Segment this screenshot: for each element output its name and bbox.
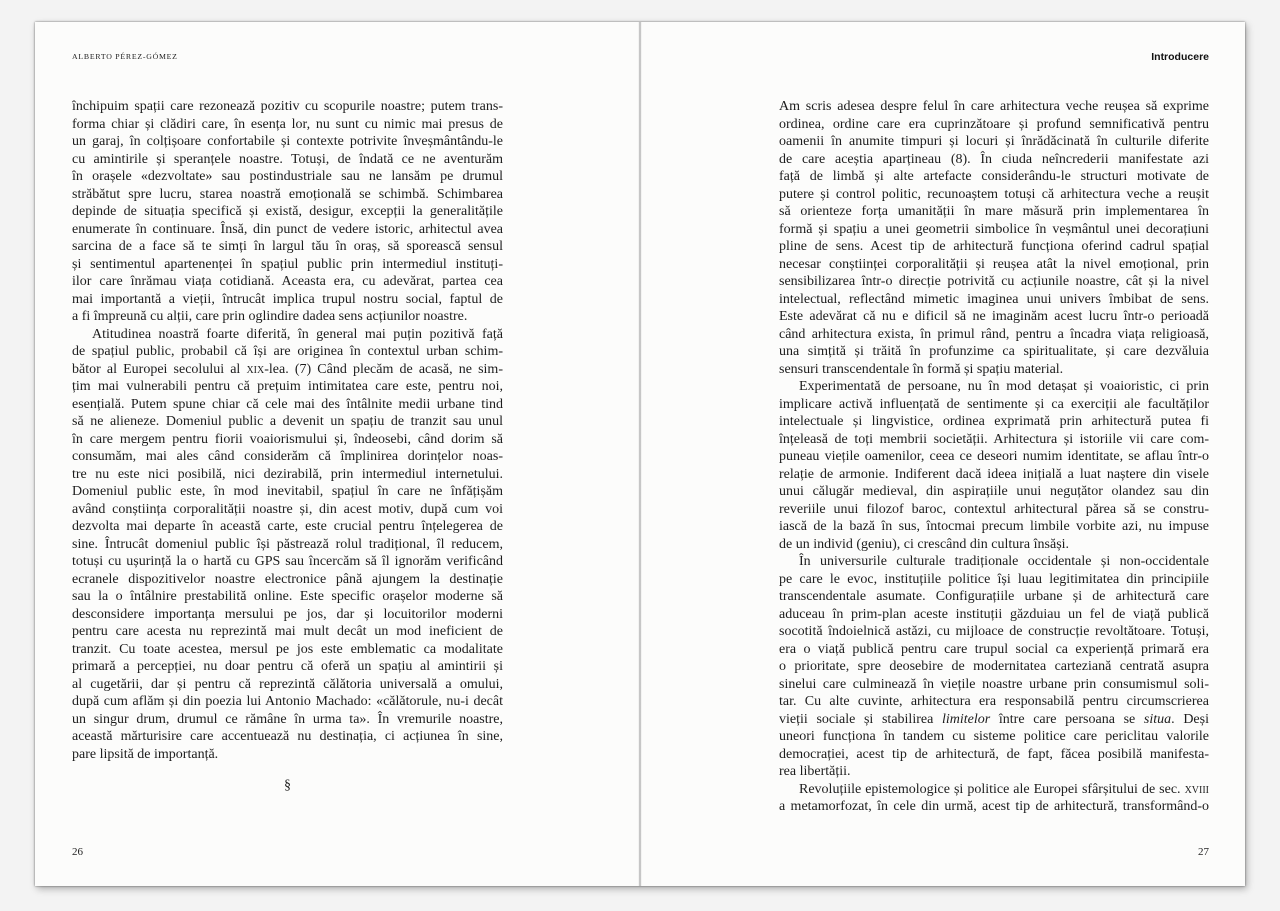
line-text: depinde de situația specifică și există, desigur, excepții la generalitățile — [72, 204, 503, 219]
text-line — [72, 378, 503, 396]
text-line — [72, 116, 503, 134]
text-line — [779, 606, 1209, 624]
line-text — [799, 781, 1209, 799]
paragraph — [72, 326, 503, 764]
italic-text: situa — [1143, 711, 1172, 727]
line-text: oamenii în anumite timpuri și locuri și înrădăcinată în culturile diferite — [779, 134, 1209, 149]
line-text: relație de armonie. Indiferent dacă ideea inițială a luat naștere din visele — [779, 466, 1209, 482]
text-line — [779, 291, 1209, 309]
line-text — [72, 361, 503, 379]
line-text — [779, 711, 1209, 729]
line-text: să ne alieneze. Domeniul public a devenit un spațiu de tranzit sau unul — [72, 414, 503, 429]
text-line — [72, 168, 503, 186]
line-text: una simțită și trăită în profunzime ca spiritualitate, și care dezvăluia — [779, 344, 1209, 359]
text-run: vieții sociale și stabilirea — [779, 711, 942, 727]
text-line — [72, 483, 503, 501]
text-line — [72, 308, 503, 326]
text-line — [72, 466, 503, 484]
line-text: un singur drum, drumul ce rămâne în urma ta». În vremurile noastre, — [72, 711, 503, 727]
line-text: după cum aflăm și din poezia lui Antonio Machado: «călătorule, nu-i decât — [72, 694, 503, 709]
small-caps-text: xix — [246, 361, 265, 377]
text-line — [779, 361, 1209, 379]
text-line — [72, 501, 503, 519]
running-head-author: ALBERTO PÉREZ-GÓMEZ — [72, 52, 178, 61]
text-run: bător al Europei secolului al — [72, 361, 247, 377]
right-text-column — [779, 98, 1209, 816]
text-line — [779, 431, 1209, 449]
line-text: Atitudinea noastră foarte diferită, în general mai puțin pozitivă față — [92, 326, 503, 342]
text-line — [779, 203, 1209, 221]
book-spread — [35, 22, 1245, 886]
line-text: a metamorfozat, în cele din urmă, acest tip de arhitectură, transformând-o — [779, 799, 1209, 814]
page-number-left: 26 — [72, 846, 83, 858]
text-line — [72, 291, 503, 309]
line-text: aduceau în prim-plan aceste instituții găzduiau un fel de viață publică — [779, 606, 1209, 622]
text-line — [72, 606, 503, 624]
line-text: Este adevărat că nu e dificil să ne imaginăm acest lucru într-o perioadă — [779, 309, 1209, 324]
text-line — [779, 238, 1209, 256]
line-text: rea libertății. — [779, 764, 851, 779]
text-line — [72, 518, 503, 536]
text-line — [72, 746, 503, 764]
line-text: pare lipsită de importanță. — [72, 746, 219, 762]
line-text: având conștiința corporalității noastre și, din acest motiv, după cum voi — [72, 501, 503, 517]
text-line — [779, 396, 1209, 414]
line-text: puneau viețile oamenilor, ceea ce deseori numim identitate, se aflau într-o — [779, 449, 1209, 464]
line-text: străbătut spre lucru, starea noastră emoțională se schimbă. Schimbarea — [72, 186, 503, 202]
line-text: de un individ (geniu), ci crescând din cultura însăși. — [779, 536, 1070, 552]
line-text: cu amintirile și speranțele noastre. Totuși, de îndată ce ne aventurăm — [72, 151, 503, 167]
line-text: și sentimentul apartenenței în spațiul public prin intermediul instituți- — [72, 256, 503, 272]
text-line — [779, 378, 1209, 396]
text-line — [72, 343, 503, 361]
text-line — [779, 168, 1209, 186]
line-text: totuși cu ușurință la o hartă cu GPS sau încercăm să îl ignorăm verificând — [72, 554, 503, 569]
text-line — [779, 693, 1209, 711]
text-run: -lea. (7) Când plecăm de acasă, ne sim- — [264, 361, 503, 377]
text-line — [72, 641, 503, 659]
paragraph — [779, 98, 1209, 378]
line-text: tar. Cu alte cuvinte, arhitectura era responsabilă pentru circumscrierea — [779, 694, 1209, 709]
line-text: sensuri transcendentale în formă și spațiu material. — [779, 361, 1064, 377]
text-line — [779, 728, 1209, 746]
line-text: în care mergem pentru fiorii voaiorismului și, îndeosebi, când dorim să — [72, 431, 503, 447]
text-line — [779, 221, 1209, 239]
line-text: închipuim spații care rezonează pozitiv cu scopurile noastre; putem trans- — [72, 99, 503, 114]
text-line — [779, 781, 1209, 799]
running-head-chapter: Introducere — [1151, 51, 1209, 63]
line-text: transcendentale asumate. Configurațiile urbane și de arhitectură care — [779, 589, 1209, 604]
text-line — [72, 536, 503, 554]
text-line — [72, 98, 503, 116]
line-text: a fi împreună cu alții, care prin oglindire dadea sens acțiunilor noastre. — [72, 309, 468, 324]
text-line — [779, 256, 1209, 274]
text-line — [72, 448, 503, 466]
text-line — [779, 483, 1209, 501]
text-line — [72, 431, 503, 449]
line-text: pline de sens. Acest tip de arhitectură funcționa oferind cadrul spațial — [779, 239, 1209, 254]
line-text: sensibilizarea într-o direcție potrivită cu acțiunile noastre, cât și la nivel — [779, 274, 1209, 289]
text-line — [72, 151, 503, 169]
text-line — [72, 326, 503, 344]
text-line — [779, 308, 1209, 326]
line-text: un garaj, în colțișoare confortabile și contexte potrivite înveșmântându-le — [72, 134, 503, 149]
text-line — [779, 571, 1209, 589]
text-line — [779, 746, 1209, 764]
line-text: tre nu este nici posibilă, nici dezirabilă, prin intermediul internetului. — [72, 466, 503, 482]
line-text: iască de la bază în sus, întocmai precum limbile vorbite azi, nu impuse — [779, 519, 1209, 534]
text-line — [72, 623, 503, 641]
line-text: această mărturisire care accentuează nu destinația, ci acțiunea în sine, — [72, 729, 503, 744]
line-text: putere și control politic, recunoaștem totuși că arhitectura veche a reușit — [779, 186, 1209, 202]
line-text: sine. Întrucât domeniul public își păstrează rolul tradițional, îl reducem, — [72, 536, 503, 552]
text-line — [779, 186, 1209, 204]
line-text: dezvolta mai departe în această carte, este crucial pentru înțelegerea de — [72, 519, 503, 534]
text-line — [779, 676, 1209, 694]
line-text: intelectuale și lingvistice, ordinea exprimată prin arhitectură putea fi — [779, 414, 1209, 429]
line-text: enumerate în continuare. Însă, din punct de vedere istoric, arhitectul avea — [72, 221, 503, 237]
paragraph — [72, 98, 503, 326]
text-line — [779, 98, 1209, 116]
line-text: intelectual, reflectând mimetic imaginea unui univers îmbibat de sens. — [779, 291, 1209, 307]
small-caps-text: xviii — [1184, 781, 1209, 797]
line-text: primară a percepției, nu doar pentru că oferă un spațiu al amintirii și — [72, 659, 503, 674]
line-text: pe care le evoc, instituțiile politice își luau legitimitatea din principiile — [779, 571, 1209, 587]
text-line — [779, 588, 1209, 606]
line-text: de spațiul public, probabil că își are originea în contextul urban schim- — [72, 344, 503, 359]
line-text: sau la o întâlnire prestabilită online. Este specific orașelor moderne să — [72, 589, 503, 604]
line-text: țim mai vulnerabili pentru că prețuim intimitatea care este, pentru noi, — [72, 379, 503, 394]
paragraph — [779, 378, 1209, 553]
line-text: o prioritate, spre deosebire de modernitatea carteziană centrată asupra — [779, 659, 1209, 674]
text-line — [779, 658, 1209, 676]
line-text: reveriile unui filozof baroc, contextul arhitectural părea să se constru- — [779, 501, 1209, 517]
line-text: uneori funcționa în tandem cu sisteme politice care periclitau valorile — [779, 729, 1209, 744]
line-text: tranzit. Cu toate acestea, mersul pe jos este emblematic ca modalitate — [72, 641, 503, 657]
text-line — [779, 798, 1209, 816]
text-line — [72, 711, 503, 729]
line-text: esențială. Putem spune chiar că cele mai des întâlnite medii urbane tind — [72, 396, 503, 412]
text-line — [72, 413, 503, 431]
text-line — [779, 273, 1209, 291]
line-text: ecranele dispozitivelor noastre electronice până ajungem la destinație — [72, 571, 503, 587]
line-text: desconsidere importanța mersului pe jos, dar și locuitorilor moderni — [72, 606, 503, 622]
line-text: era o viață publică pentru care trupul social ca experiență primară era — [779, 641, 1209, 657]
text-line — [779, 763, 1209, 781]
text-line — [779, 641, 1209, 659]
line-text: socotită îndoielnică astăzi, cu mijloace de construcție revoltătoare. Totuși, — [779, 624, 1209, 639]
line-text: implicare activă influențată de sentimente și ca exerciții ale facultăților — [779, 396, 1209, 412]
text-line — [72, 186, 503, 204]
text-line — [72, 273, 503, 291]
line-text: În universurile culturale tradiționale occidentale și non-occidentale — [799, 554, 1209, 569]
text-line — [72, 203, 503, 221]
paragraph — [779, 781, 1209, 816]
text-run: Revoluțiile epistemologice și politice ale Europei sfârșitului de sec. — [799, 781, 1185, 797]
text-line — [779, 448, 1209, 466]
line-text: unui călugăr medieval, din aspirațiile unui neguțător olandez sau din — [779, 484, 1209, 499]
line-text: Am scris adesea despre felul în care arhitectura veche reușea să exprime — [779, 99, 1209, 114]
line-text: de care aceștia aparțineau (8). În ciuda neîncrederii manifestate azi — [779, 151, 1209, 167]
text-line — [72, 238, 503, 256]
text-line — [779, 466, 1209, 484]
text-line — [72, 361, 503, 379]
text-line — [72, 728, 503, 746]
line-text: în orașele «dezvoltate» sau postindustriale sau ne lansăm pe drumul — [72, 169, 503, 184]
line-text: consumăm, mai ales când considerăm că împlinirea dorințelor noas- — [72, 449, 503, 464]
text-line — [72, 133, 503, 151]
text-line — [779, 518, 1209, 536]
text-line — [779, 133, 1209, 151]
text-line — [779, 711, 1209, 729]
text-line — [72, 553, 503, 571]
line-text: Experimentată de persoane, nu în mod detașat și voaioristic, ci prin — [799, 379, 1209, 394]
text-line — [779, 623, 1209, 641]
text-line — [779, 343, 1209, 361]
line-text: când arhitectura exista, în primul rând, pentru a încadra viața religioasă, — [779, 326, 1209, 342]
text-line — [72, 676, 503, 694]
line-text: Domeniul public este, în mod inevitabil, spațiul în care ne înfățișăm — [72, 484, 503, 499]
text-line — [72, 396, 503, 414]
line-text: democrației, acest tip de arhitectură, de fapt, făcea posibilă manifesta- — [779, 746, 1209, 762]
line-text: necesar conștiinței corporalității și reușea atât la nivel emoțional, prin — [779, 256, 1209, 272]
line-text: pentru care acesta nu reprezintă mai mult decât un mod ineficient de — [72, 624, 503, 639]
line-text: ordinea, ordine care era cuprinzătoare și profund semnificativă pentru — [779, 116, 1209, 132]
text-run: între care persoana se — [990, 711, 1144, 727]
text-line — [72, 693, 503, 711]
text-line — [72, 658, 503, 676]
text-run: . Deși — [1171, 711, 1209, 727]
left-text-column — [72, 98, 503, 763]
text-line — [779, 536, 1209, 554]
section-mark: § — [284, 778, 291, 793]
line-text: să orienteze forța umanității în mare măsură prin implementarea în — [779, 204, 1209, 219]
line-text: mai importantă a vieții, întrucât implica trupul nostru social, faptul de — [72, 291, 503, 307]
text-line — [779, 553, 1209, 571]
text-line — [779, 501, 1209, 519]
line-text: ilor care înrămau viața cotidiană. Aceasta era, cu adevărat, partea cea — [72, 274, 503, 289]
italic-text: limitelor — [941, 711, 991, 727]
text-line — [72, 588, 503, 606]
text-line — [779, 326, 1209, 344]
line-text: față de limbă și alte artefacte considerându-le structuri motivate de — [779, 169, 1209, 184]
line-text: sinelui care culminează în viețile noastre urbane prin consumismul soli- — [779, 676, 1209, 692]
line-text: sarcina de a face să te simți în largul tău în oraș, să sporească sensul — [72, 239, 503, 254]
line-text: formă și spațiu a unei geometrii simbolice în veșmântul unei decorațiuni — [779, 221, 1209, 237]
text-line — [72, 256, 503, 274]
right-page — [640, 22, 1245, 886]
line-text: forma chiar și clădiri care, în esența lor, nu sunt cu nimic mai presus de — [72, 116, 503, 132]
line-text: înțeleasă de toți membrii societății. Arhitectura și istoriile vii care com- — [779, 431, 1209, 447]
text-line — [779, 413, 1209, 431]
left-page — [35, 22, 640, 886]
text-line — [779, 116, 1209, 134]
paragraph — [779, 553, 1209, 781]
page-number-right: 27 — [1198, 846, 1209, 858]
line-text: al cugetării, dar și pentru că reprezintă călătoria universală a omului, — [72, 676, 503, 692]
text-line — [72, 221, 503, 239]
text-line — [72, 571, 503, 589]
text-line — [779, 151, 1209, 169]
